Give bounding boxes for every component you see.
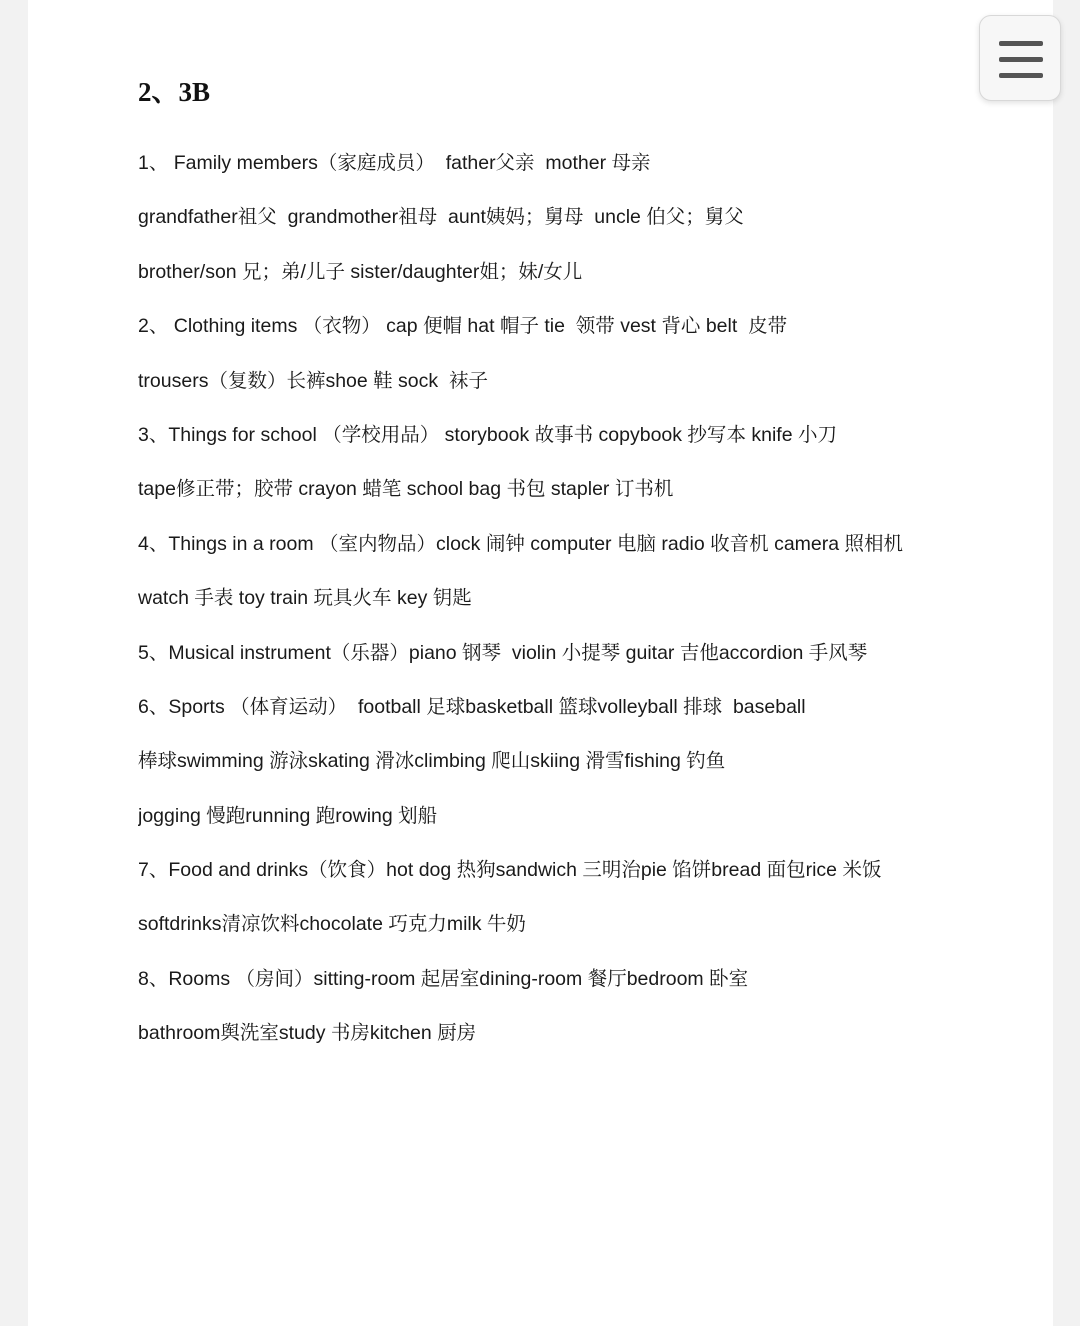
- vocabulary-line: 7、Food and drinks（饮食）hot dog 热狗sandwich 三明治pie 馅饼bread 面包rice 米饭: [138, 859, 882, 882]
- vocabulary-line: brother/son 兄；弟/儿子 sister/daughter姐；妹/女儿: [138, 260, 583, 283]
- vocabulary-line: 1、 Family members（家庭成员） father父亲 mother 母亲: [138, 152, 651, 174]
- document-page: [28, 0, 1053, 1326]
- vocabulary-line: jogging 慢跑running 跑rowing 划船: [138, 804, 438, 827]
- vocabulary-line: watch 手表 toy train 玩具火车 key 钥匙: [138, 587, 472, 610]
- menu-bar-bottom: [999, 73, 1043, 78]
- menu-button[interactable]: [979, 15, 1061, 101]
- vocabulary-line: 2、 Clothing items （衣物） cap 便帽 hat 帽子 tie 领带 vest 背心 belt 皮带: [138, 315, 788, 338]
- vocabulary-line: 5、Musical instrument（乐器）piano 钢琴 violin 小提琴 guitar 吉他accordion 手风琴: [138, 641, 868, 664]
- vocabulary-line: bathroom舆洗室study 书房kitchen 厨房: [138, 1022, 477, 1045]
- vocabulary-line: 6、Sports （体育运动） football 足球basketball 篮球volleyball 排球 baseball: [138, 695, 806, 718]
- vocabulary-line: 4、Things in a room （室内物品）clock 闹钟 computer 电脑 radio 收音机 camera 照相机: [138, 532, 904, 555]
- vocabulary-line: 棒球swimming 游泳skating 滑冰climbing 爬山skiing 滑雪fishing 钓鱼: [138, 750, 726, 773]
- vocabulary-line: 3、Things for school （学校用品） storybook 故事书 copybook 抄写本 knife 小刀: [138, 423, 837, 446]
- vocabulary-line: grandfather祖父 grandmother祖母 aunt姨妈；舅母 uncle 伯父；舅父: [138, 206, 744, 229]
- vocabulary-line: tape修正带；胶带 crayon 蜡笔 school bag 书包 stapler 订书机: [138, 478, 674, 501]
- vocabulary-line: 8、Rooms （房间）sitting-room 起居室dining-room 餐厅bedroom 卧室: [138, 967, 749, 990]
- document-title: 2、3B: [138, 77, 211, 107]
- menu-bar-middle: [999, 57, 1043, 62]
- vocabulary-line: trousers（复数）长裤shoe 鞋 sock 袜子: [138, 369, 488, 392]
- menu-bar-top: [999, 41, 1043, 46]
- vocabulary-list: [138, 141, 1018, 1066]
- vocabulary-line: softdrinks清凉饮料chocolate 巧克力milk 牛奶: [138, 913, 526, 936]
